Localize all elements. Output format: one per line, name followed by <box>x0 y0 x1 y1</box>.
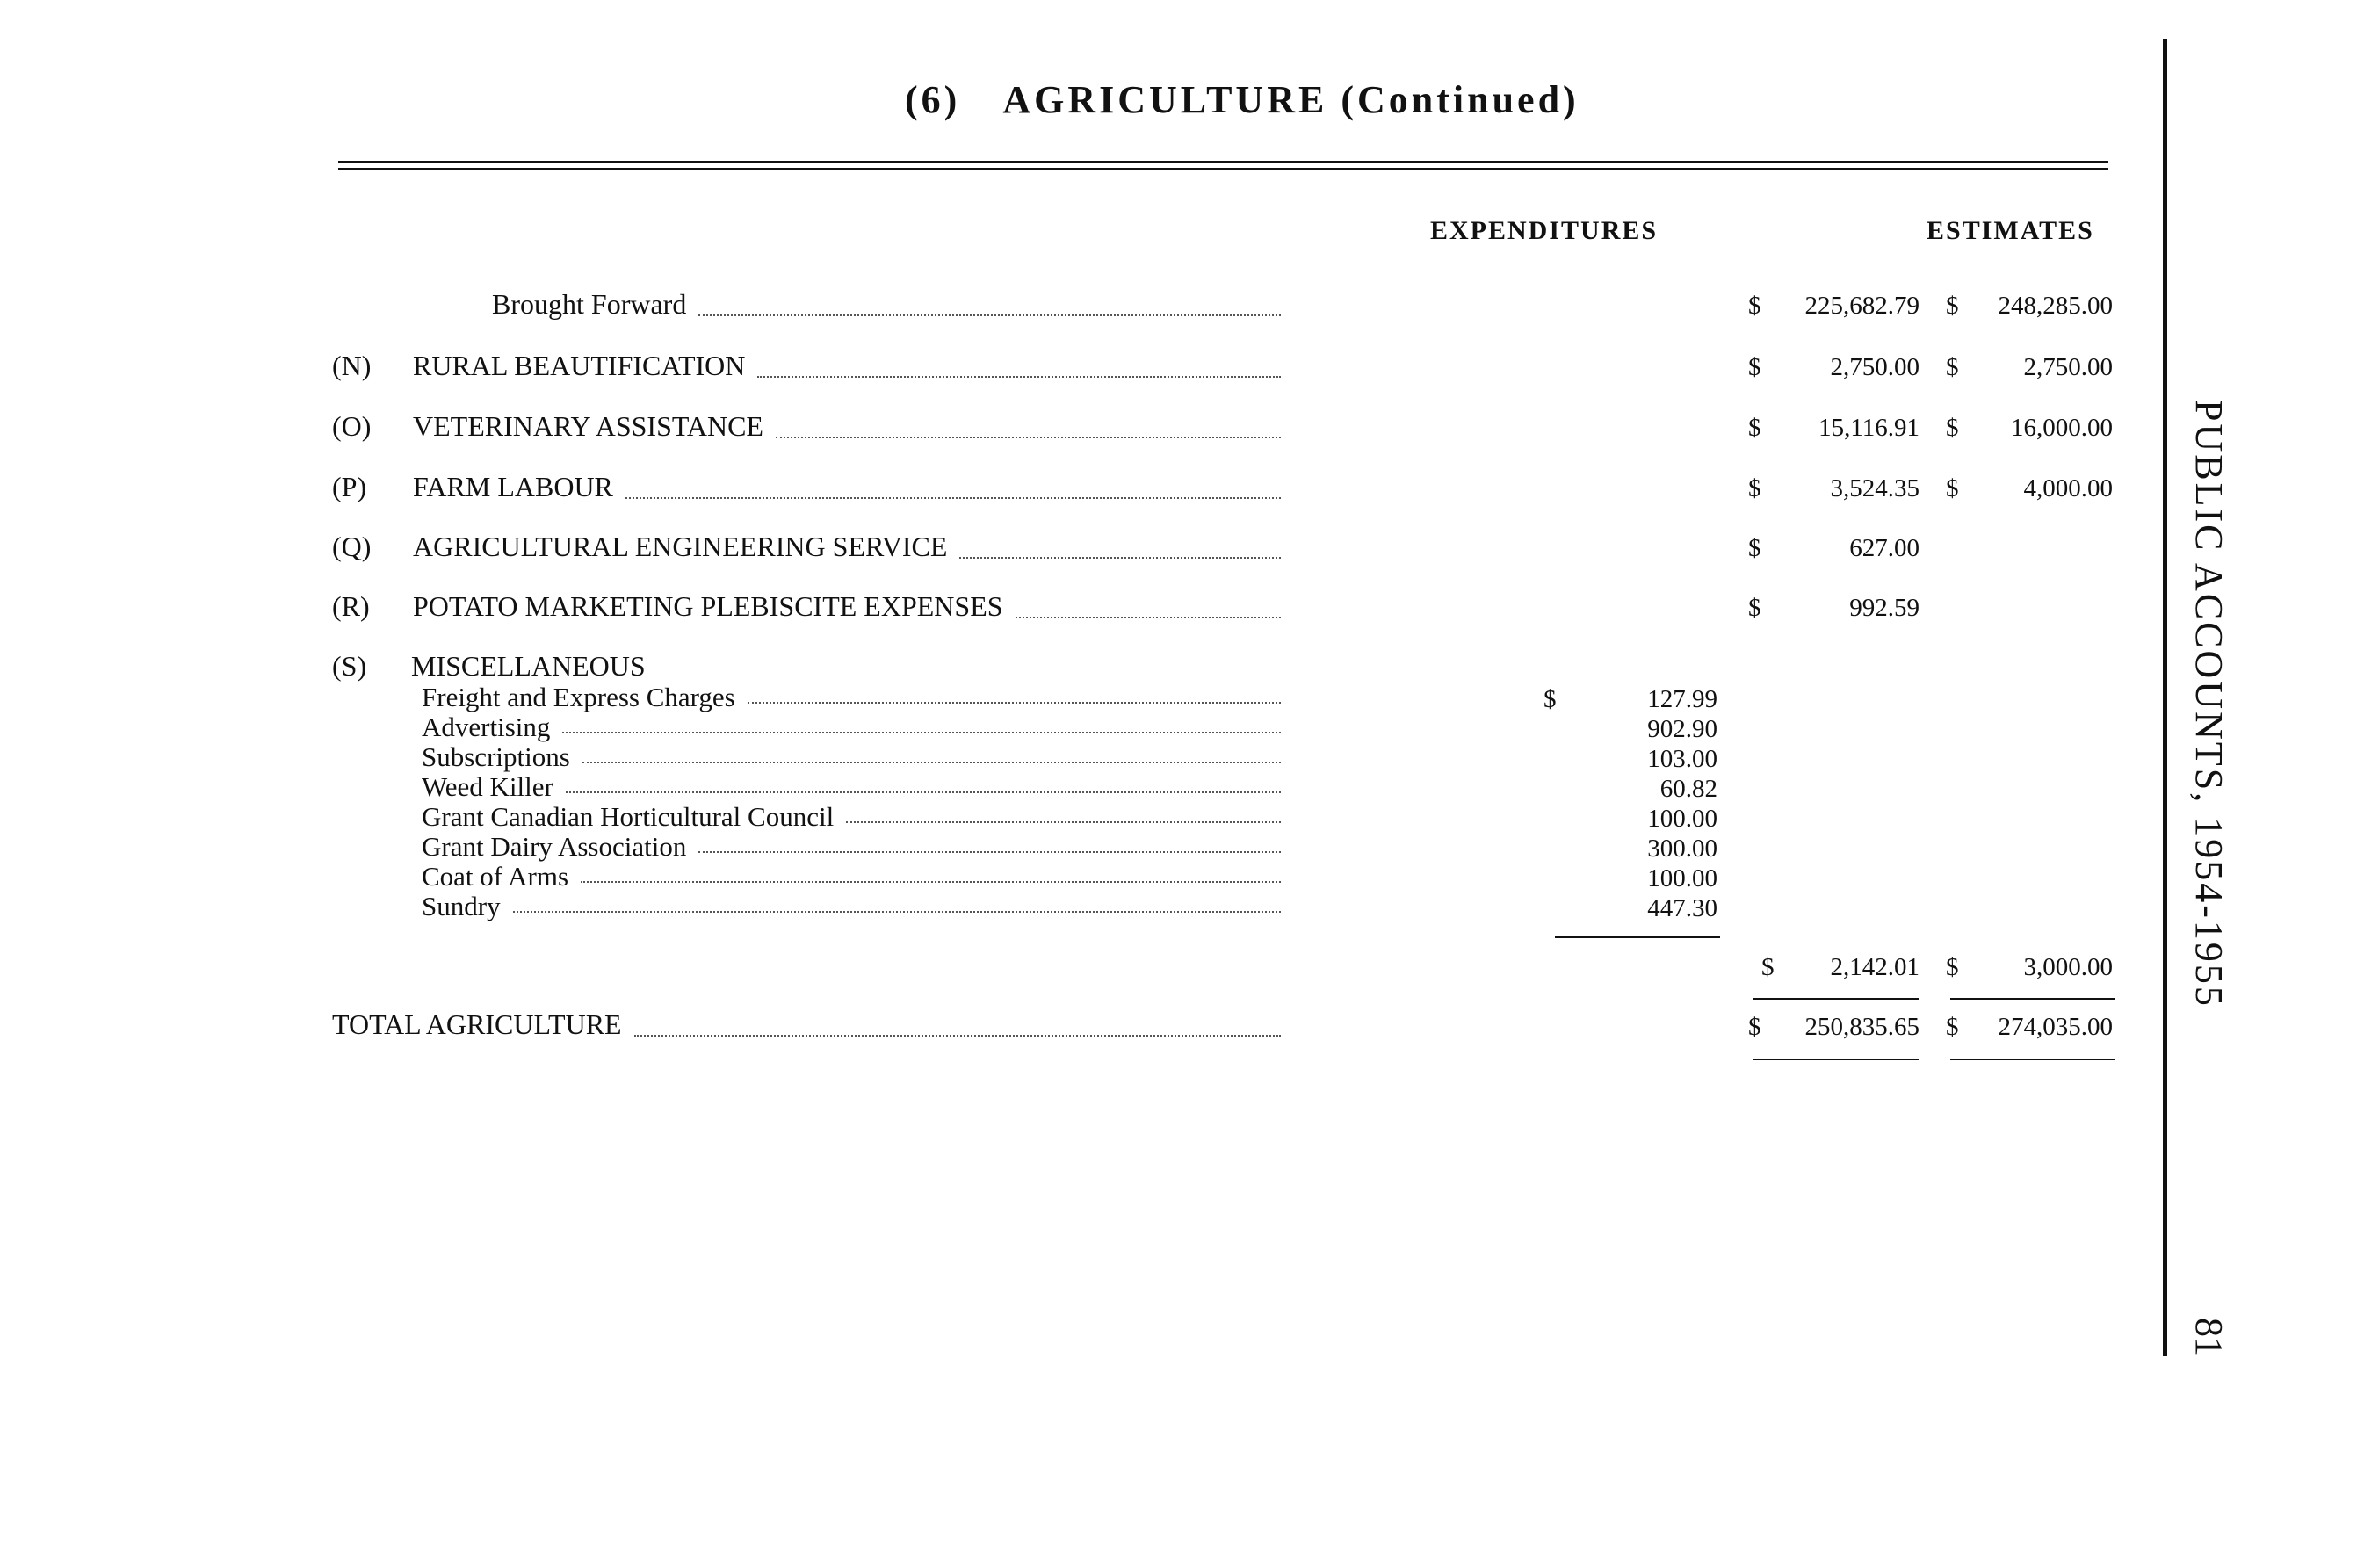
item-expenditure: 627.00 <box>1849 534 1919 562</box>
item-code: (S) <box>332 650 367 682</box>
total-rule-bottom <box>1950 1059 2115 1060</box>
brought-forward-row <box>332 288 1281 323</box>
item-code: (Q) <box>332 531 372 562</box>
dot-leader <box>513 909 1281 913</box>
brought-forward-expenditure: 225,682.79 <box>1804 292 1919 320</box>
item-expenditure: 3,524.35 <box>1830 474 1919 502</box>
item-label: FARM LABOUR <box>413 471 613 502</box>
dot-leader <box>757 374 1281 378</box>
misc-line-label: Grant Dairy Association <box>422 831 687 862</box>
dollar-sign: $ <box>1748 534 1761 562</box>
dollar-sign: $ <box>1946 292 1959 320</box>
dot-leader <box>959 555 1281 559</box>
item-expenditure: 2,750.00 <box>1830 353 1919 381</box>
misc-line-amount: 100.00 <box>1647 805 1717 833</box>
side-caption-wrap <box>2187 400 2364 1008</box>
dot-leader <box>566 790 1281 793</box>
misc-line-label: Sundry <box>422 891 501 921</box>
dollar-sign: $ <box>1946 1013 1959 1041</box>
page-number-wrap <box>2187 1318 2270 1362</box>
total-rule-bottom <box>1753 1059 1919 1060</box>
expenditures-column-header: EXPENDITURES <box>1430 216 1659 245</box>
brought-forward-estimate: 248,285.00 <box>1998 292 2113 320</box>
misc-line-amount: 902.90 <box>1647 715 1717 743</box>
dollar-sign: $ <box>1748 353 1761 381</box>
total-rule-top <box>1950 998 2115 1000</box>
page-number: 81 <box>2187 1318 2230 1356</box>
item-row-potato-marketing <box>332 590 1281 625</box>
dot-leader <box>581 879 1281 883</box>
misc-line-amount: 300.00 <box>1647 835 1717 863</box>
total-estimate: 274,035.00 <box>1998 1013 2113 1041</box>
estimates-column-header: ESTIMATES <box>1927 216 2094 245</box>
section-title: AGRICULTURE (Continued) <box>1002 78 1580 121</box>
header-rule-top <box>338 161 2108 163</box>
dot-leader <box>625 495 1281 499</box>
item-code: (O) <box>332 410 372 442</box>
dot-leader <box>698 313 1281 316</box>
item-label: RURAL BEAUTIFICATION <box>413 350 746 381</box>
dollar-sign: $ <box>1748 414 1761 442</box>
misc-line <box>422 741 1281 770</box>
item-estimate: 16,000.00 <box>2011 414 2113 442</box>
brought-forward-label: Brought Forward <box>492 288 687 320</box>
dot-leader <box>582 760 1281 763</box>
misc-line <box>422 861 1281 890</box>
misc-line-label: Advertising <box>422 712 551 742</box>
miscellaneous-heading-row <box>332 650 859 685</box>
dollar-sign: $ <box>1946 414 1959 442</box>
misc-line <box>422 712 1281 741</box>
item-estimate: 4,000.00 <box>2023 474 2113 502</box>
misc-line-label: Coat of Arms <box>422 861 569 892</box>
item-row-veterinary-assistance <box>332 410 1281 445</box>
dollar-sign: $ <box>1946 474 1959 502</box>
margin-rule <box>2163 39 2167 1356</box>
item-row-agricultural-engineering <box>332 531 1281 566</box>
dollar-sign: $ <box>1748 594 1761 622</box>
dollar-sign: $ <box>1748 292 1761 320</box>
dot-leader <box>846 820 1281 823</box>
dollar-sign: $ <box>1748 474 1761 502</box>
total-row <box>332 1008 1281 1044</box>
dollar-sign: $ <box>1748 1013 1761 1041</box>
misc-subtotal-estimate: 3,000.00 <box>2023 953 2113 981</box>
item-expenditure: 992.59 <box>1849 594 1919 622</box>
dot-leader <box>634 1033 1281 1037</box>
item-label: POTATO MARKETING PLEBISCITE EXPENSES <box>413 590 1003 622</box>
item-code: (N) <box>332 350 372 381</box>
dollar-sign: $ <box>1761 953 1775 981</box>
misc-line <box>422 831 1281 860</box>
misc-line-amount: 100.00 <box>1647 864 1717 892</box>
item-label: AGRICULTURAL ENGINEERING SERVICE <box>413 531 948 562</box>
misc-line-label: Grant Canadian Horticultural Council <box>422 801 835 832</box>
total-rule-top <box>1753 998 1919 1000</box>
header-rule-bottom <box>338 168 2108 170</box>
miscellaneous-label: MISCELLANEOUS <box>411 650 646 682</box>
item-code: (R) <box>332 590 370 622</box>
total-label: TOTAL AGRICULTURE <box>332 1008 622 1040</box>
misc-line-amount: 103.00 <box>1647 745 1717 773</box>
misc-line-amount: 60.82 <box>1659 775 1717 803</box>
dot-leader <box>748 700 1281 704</box>
misc-subtotal-expenditure: 2,142.01 <box>1830 953 1919 981</box>
misc-line <box>422 801 1281 830</box>
dot-leader <box>776 435 1281 438</box>
misc-line-label: Subscriptions <box>422 741 570 772</box>
misc-line <box>422 771 1281 800</box>
subtotal-rule <box>1555 936 1720 938</box>
dot-leader <box>698 849 1281 853</box>
item-label: VETERINARY ASSISTANCE <box>413 410 763 442</box>
item-code: (P) <box>332 471 367 502</box>
total-expenditure: 250,835.65 <box>1804 1013 1919 1041</box>
page-title <box>905 77 1580 122</box>
misc-line <box>422 891 1281 920</box>
item-row-rural-beautification <box>332 350 1281 385</box>
item-estimate: 2,750.00 <box>2023 353 2113 381</box>
misc-line-label: Weed Killer <box>422 771 553 802</box>
item-row-farm-labour <box>332 471 1281 506</box>
dot-leader <box>1016 615 1281 618</box>
misc-line-label: Freight and Express Charges <box>422 682 735 712</box>
side-caption: PUBLIC ACCOUNTS, 1954-1955 <box>2187 400 2230 1008</box>
dollar-sign: $ <box>1543 685 1557 713</box>
section-number: (6) <box>905 78 961 121</box>
misc-line <box>422 682 1281 711</box>
item-expenditure: 15,116.91 <box>1818 414 1919 442</box>
misc-line-amount: 127.99 <box>1647 685 1717 713</box>
dollar-sign: $ <box>1946 953 1959 981</box>
misc-line-amount: 447.30 <box>1647 894 1717 922</box>
dot-leader <box>562 730 1281 733</box>
dollar-sign: $ <box>1946 353 1959 381</box>
